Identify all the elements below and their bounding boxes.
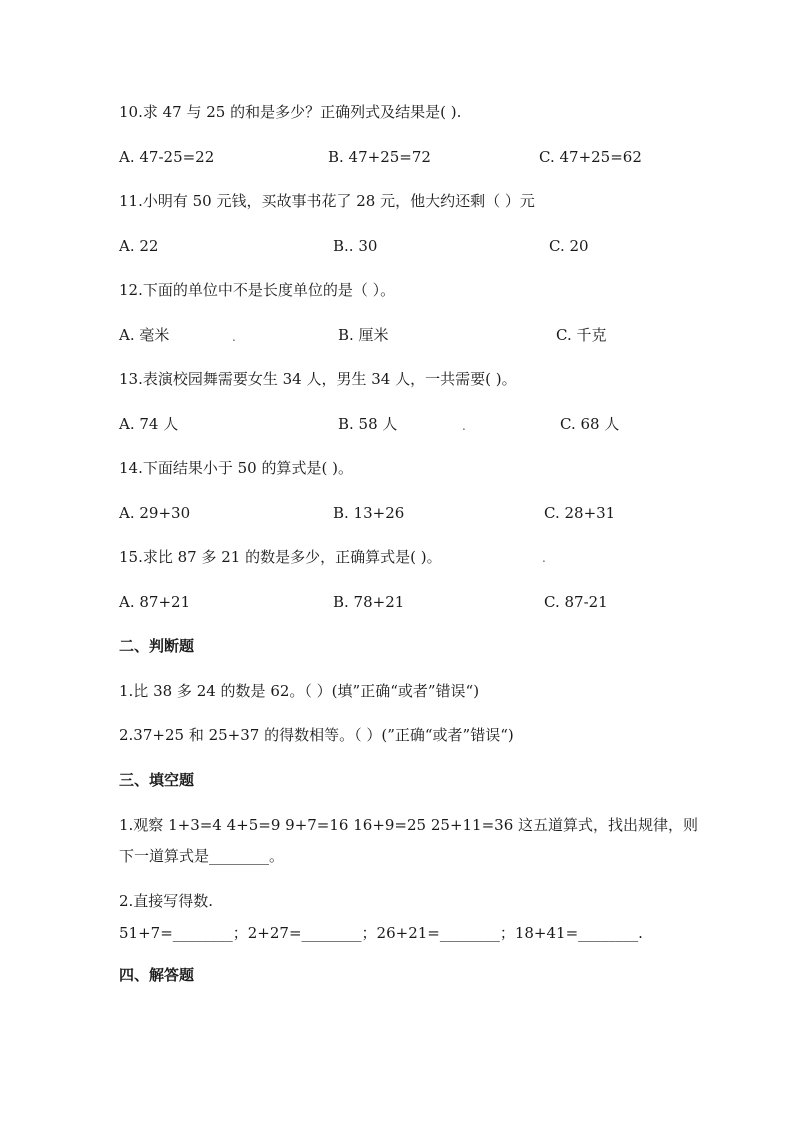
option-b: B.. 30 <box>333 237 378 255</box>
question-12-options <box>119 325 679 345</box>
question-15: 15.求比 87 多 21 的数是多少，正确算式是( )。 <box>119 548 442 566</box>
question-11-options <box>119 236 679 256</box>
question-12: 12.下面的单位中不是长度单位的是（ ）。 <box>119 281 396 299</box>
fill-blank-question-1-line1: 1.观察 1+3=4 4+5=9 9+7=16 16+9=25 25+11=36 这五道算式，找出规律，则 <box>119 816 699 834</box>
question-10: 10.求 47 与 25 的和是多少？正确列式及结果是( ). <box>119 103 462 121</box>
option-c: C. 68 人 <box>560 415 620 433</box>
option-b: B. 58 人 <box>338 415 398 433</box>
option-c: C. 28+31 <box>544 504 616 522</box>
true-false-question-1: 1.比 38 多 24 的数是 62。（ ）(填”正确“或者”错误“) <box>119 682 480 700</box>
question-13-options <box>119 414 679 434</box>
option-b: B. 78+21 <box>333 593 405 611</box>
option-c: C. 20 <box>549 237 589 255</box>
true-false-question-2: 2.37+25 和 25+37 的得数相等。（ ）(”正确“或者”错误“) <box>119 726 514 744</box>
option-a: A. 87+21 <box>119 593 191 611</box>
question-11: 11.小明有 50 元钱，买故事书花了 28 元，他大约还剩（ ）元 <box>119 192 535 210</box>
option-a: A. 47-25=22 <box>119 148 215 166</box>
fill-blank-question-2-items: 51+7=________；2+27=________；26+21=________；18+41=________. <box>119 924 643 942</box>
option-a: A. 29+30 <box>119 504 191 522</box>
stray-dot-mark: . <box>462 419 466 433</box>
question-14-options <box>119 503 679 523</box>
stray-dot-mark: . <box>232 330 236 344</box>
question-14: 14.下面结果小于 50 的算式是( )。 <box>119 459 353 477</box>
option-a: A. 74 人 <box>119 415 179 433</box>
option-a: A. 毫米 <box>119 326 170 344</box>
stray-dot-mark: . <box>542 551 546 565</box>
section-title-true-false: 二、判断题 <box>119 637 195 655</box>
option-b: B. 13+26 <box>333 504 405 522</box>
question-15-options <box>119 592 679 612</box>
option-b: B. 47+25=72 <box>328 148 431 166</box>
option-c: C. 87-21 <box>544 593 608 611</box>
question-13: 13.表演校园舞需要女生 34 人，男生 34 人，一共需要( )。 <box>119 370 517 388</box>
option-b: B. 厘米 <box>338 326 389 344</box>
option-c: C. 千克 <box>556 326 607 344</box>
fill-blank-question-1-line2: 下一道算式是________。 <box>119 847 285 865</box>
fill-blank-question-2-title: 2.直接写得数. <box>119 892 214 910</box>
option-a: A. 22 <box>119 237 159 255</box>
section-title-word-problems: 四、解答题 <box>119 966 195 984</box>
section-title-fill-blank: 三、填空题 <box>119 771 195 789</box>
option-c: C. 47+25=62 <box>539 148 642 166</box>
question-10-options <box>119 147 679 167</box>
